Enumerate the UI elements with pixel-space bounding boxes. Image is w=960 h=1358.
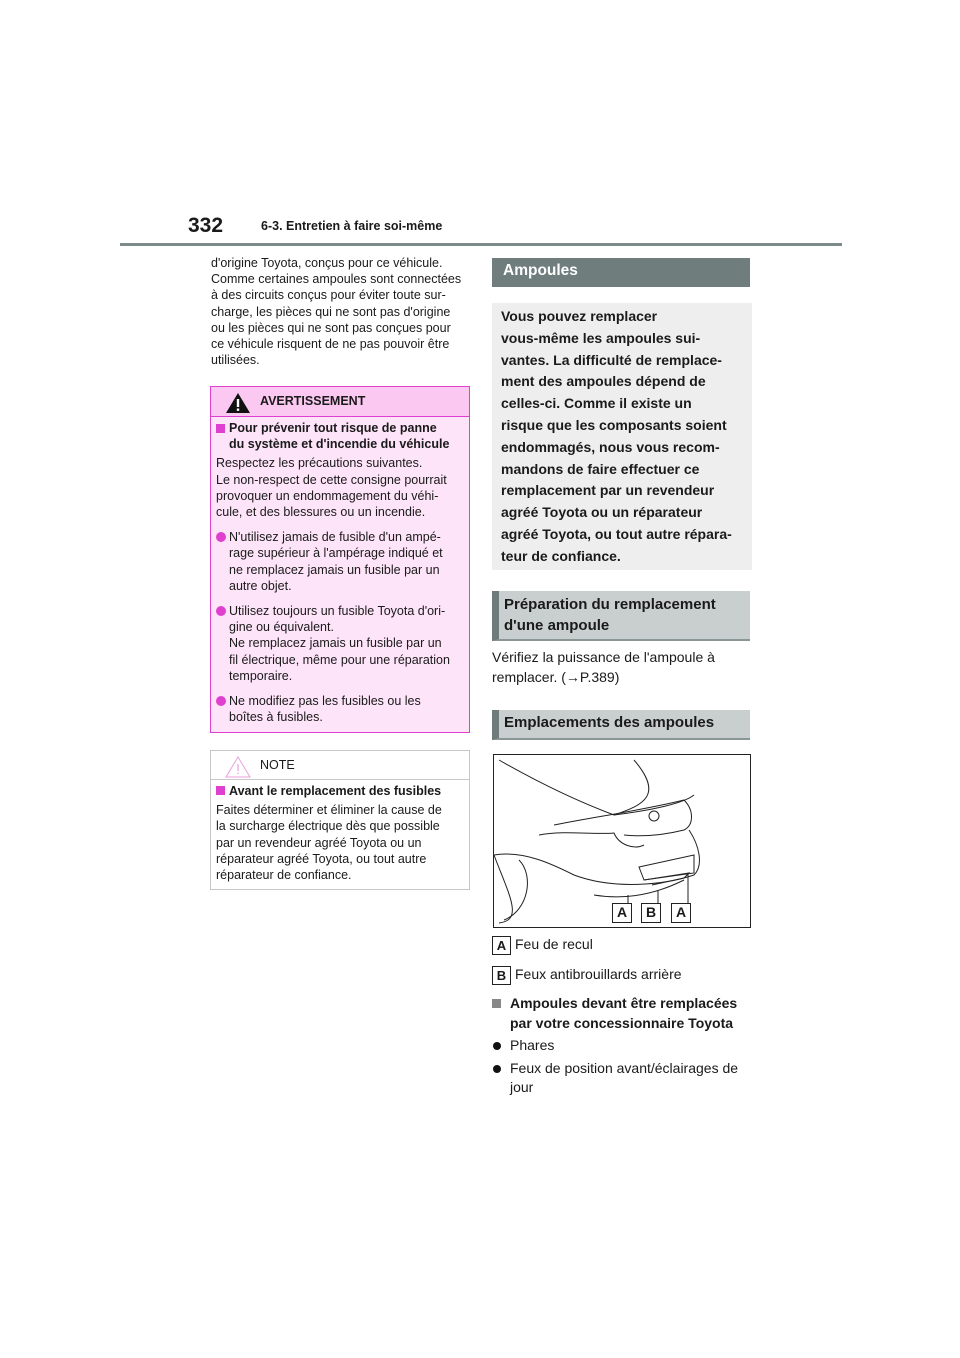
text-line: Ampoules devant être remplacées	[510, 995, 738, 1011]
circle-bullet-icon	[216, 696, 226, 706]
text-line: d'origine Toyota, conçus pour ce véhicule.	[211, 256, 443, 270]
text-line: Pour prévenir tout risque de panne	[229, 421, 437, 435]
square-bullet-icon	[216, 786, 225, 795]
text-line: agréé Toyota ou un réparateur	[501, 504, 703, 521]
text-line: fil électrique, même pour une réparation	[229, 652, 450, 667]
text-line: provoquer un endommagement du véhi-	[216, 488, 439, 503]
text-line: réparateur de confiance.	[216, 868, 352, 883]
preparation-text	[492, 648, 715, 687]
text-line: ce véhicule risquent de ne pas pouvoir être	[211, 337, 450, 352]
dealer-heading	[492, 994, 737, 1033]
text-line: vous-même les ampoules sui-	[501, 329, 701, 346]
figure-callout-label: A	[671, 903, 691, 923]
text-line: du système et d'incendie du véhicule	[229, 437, 450, 452]
circle-bullet-icon	[216, 606, 226, 616]
text-line: remplacement par un revendeur	[501, 482, 715, 499]
text-line: cule, et des blessures ou un incendie.	[216, 505, 426, 520]
text-line: Ne modifiez pas les fusibles ou les	[229, 694, 421, 709]
note-header	[211, 751, 469, 780]
text-line: Vérifiez la puissance de l'ampoule à	[492, 649, 715, 665]
dealer-list-item	[492, 1036, 738, 1056]
text-line: Vous pouvez remplacer	[501, 308, 658, 324]
text-line: charge, les pièces qui ne sont pas d'origine	[211, 304, 451, 319]
square-bullet-icon	[492, 999, 501, 1008]
text-line: ment des ampoules dépend de	[501, 373, 706, 390]
text-line: Ne remplacez jamais un fusible par un	[229, 636, 442, 651]
rear-car-illustration	[493, 754, 751, 928]
text-line: celles-ci. Comme il existe un	[501, 395, 692, 412]
page-number: 332	[188, 214, 224, 237]
caution-triangle-icon	[225, 756, 251, 778]
note-box	[210, 750, 470, 890]
text-line: Respectez les précautions suivantes.	[216, 456, 423, 471]
bullet-dot-icon	[493, 1042, 501, 1050]
legend-key: B	[492, 966, 511, 985]
text-line: jour	[510, 1079, 534, 1095]
text-line: la surcharge électrique dès que possible	[216, 819, 440, 834]
text-line: Faites déterminer et éliminer la cause de	[216, 803, 442, 818]
dealer-list-item	[492, 1059, 738, 1098]
text-line: risque que les composants soient	[501, 416, 727, 433]
text-line: remplacer. (→P.389)	[492, 668, 620, 685]
text-line: Utilisez toujours un fusible Toyota d'ori-	[229, 604, 446, 619]
warning-box	[210, 386, 470, 733]
text-line: par votre concessionnaire Toyota	[510, 1014, 734, 1031]
text-line: vantes. La difficulté de remplace-	[501, 351, 722, 368]
header-rule	[120, 243, 842, 246]
text-line: ou les pièces qui ne sont pas conçues pour	[211, 320, 451, 335]
text-line: Le non-respect de cette consigne pourrait	[216, 472, 447, 487]
text-line: à des circuits conçus pour éviter toute sur-	[211, 288, 446, 303]
warning-header	[211, 387, 469, 417]
note-text	[216, 802, 469, 883]
heading-locations: Emplacements des ampoules	[492, 710, 750, 740]
text-line: d'une ampoule	[504, 617, 610, 634]
square-bullet-icon	[216, 424, 225, 433]
warning-bullet-item	[216, 693, 469, 725]
warning-heading	[216, 420, 469, 452]
bullet-dot-icon	[493, 1065, 501, 1073]
legend-item	[492, 965, 682, 985]
text-line: Feux de position avant/éclairages de	[510, 1059, 739, 1076]
legend-label: Feu de recul	[515, 936, 593, 952]
text-line: rage supérieur à l'ampérage indiqué et	[229, 546, 443, 561]
note-heading: Avant le remplacement des fusibles	[216, 783, 469, 799]
text-line: ne remplacez jamais un fusible par un	[229, 562, 440, 577]
intro-box	[492, 303, 752, 570]
text-line: autre objet.	[229, 578, 292, 593]
text-line: temporaire.	[229, 668, 293, 683]
legend-item	[492, 935, 682, 955]
warning-title: AVERTISSEMENT	[260, 394, 366, 408]
legend-label: Feux antibrouillards arrière	[515, 965, 682, 982]
text-line: par un revendeur agréé Toyota ou un	[216, 835, 422, 850]
warning-bullet-item	[216, 529, 469, 594]
text-line: teur de confiance.	[501, 547, 621, 564]
figure-callout-label: B	[641, 903, 661, 923]
text-line: boîtes à fusibles.	[229, 710, 323, 725]
warning-triangle-icon	[225, 392, 251, 414]
section-title-ampoules: Ampoules	[492, 258, 750, 287]
text-line: endommagés, nous vous recom-	[501, 438, 720, 455]
intro-paragraph	[211, 255, 461, 368]
car-rear-drawing	[494, 755, 750, 927]
heading-preparation	[492, 591, 750, 641]
text-line: utilisées.	[211, 353, 260, 368]
note-title: NOTE	[260, 758, 295, 772]
text-line: réparateur agréé Toyota, ou tout autre	[216, 851, 427, 866]
text-line: Comme certaines ampoules sont connectées	[211, 272, 462, 287]
text-line: agréé Toyota, ou tout autre répara-	[501, 525, 732, 542]
text-line: Préparation du remplacement	[504, 596, 716, 613]
warning-text	[216, 455, 469, 520]
legend-key: A	[492, 936, 511, 955]
chapter-title: 6-3. Entretien à faire soi-même	[261, 219, 443, 233]
text-line: mandons de faire effectuer ce	[501, 460, 700, 477]
text-line: N'utilisez jamais de fusible d'un ampé-	[229, 530, 441, 545]
text-line: gine ou équivalent.	[229, 620, 334, 635]
warning-bullet-item	[216, 603, 469, 684]
circle-bullet-icon	[216, 532, 226, 542]
text-line: Phares	[510, 1037, 555, 1053]
figure-callout-label: A	[612, 903, 632, 923]
